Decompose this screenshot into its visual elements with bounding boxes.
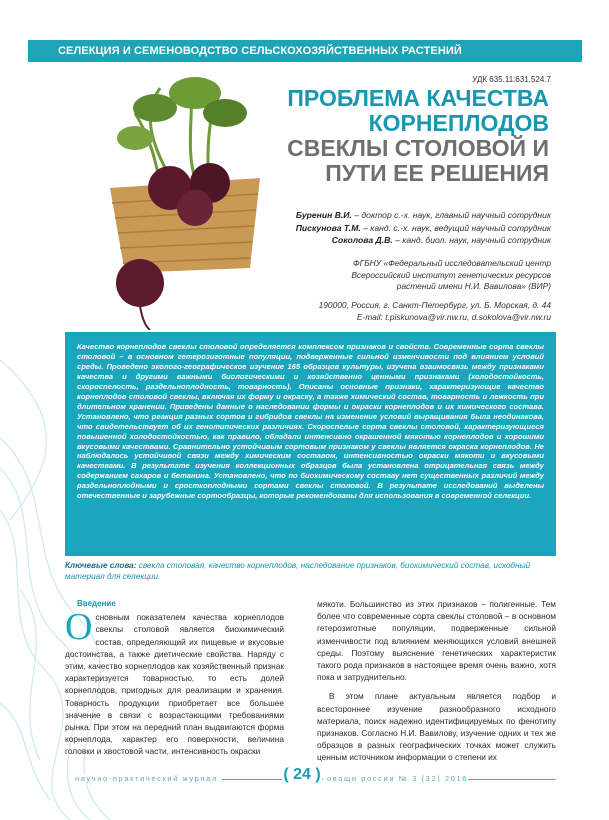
email-line: E-mail: t.piskunova@vir.nw.ru, d.sokolova@vir.nw.ru [356,311,551,322]
organization: ФГБНУ «Федеральный исследовательский центр Всероссийский институт генетических ресурсов растений имени Н.И. Вавилова» (ВИР) [351,258,551,291]
intro-heading: Введение [77,599,116,608]
intro-right-column: мякоти. Большинство из этих признаков – полигенные. Тем более что современные сорта свеклы столовой – в основном гетерозиготные популяции, подверженные сильной изменчивости под влиянием меняющихся условий внешней среды. Поэтому выяснение генетических характеристик такого рода признаков в настоящее время очень важно, хотя пока и затруднительно. В этом плане актуальным является подбор и всестороннее изучение разнообразного исходного материала, поиск надежно идентифицируемых по фенотипу признаков. Согласно Н.И. Вавилову, изучение одних и тех же образцов в разных географических точках может служить ценным источником информации о степени их [317,599,556,763]
udc-code: УДК 635.11:631.524.7 [472,75,551,84]
title-line-2: КОРНЕПЛОДОВ [368,110,549,136]
article-title [219,86,549,186]
author-1: Буренин В.И. – доктор с.-х. наук, главный научный сотрудник [295,210,551,220]
dropcap: О [65,606,93,649]
keywords: Ключевые слова: свекла столовая, качество корнеплодов, наследование признаков, биохимический состав, исходный материал для селекции. [65,561,531,581]
journal-name: научно-практический журнал [75,774,222,783]
title-line-4: ПУТИ ЕЕ РЕШЕНИЯ [325,160,549,186]
intro-left-column: Введение Основным показателем качества корнеплодов свеклы столовой является биохимический состав, определяющий их пищевые и вкусовые достоинства, а также диетические свойства. Наряду с этим, качество корнеплодов как хозяйственный признак характеризуется товарностью, то есть долей корнеплодов, пригодных для реализации и хранения. Товарность продукции приобретает все большее значение в связи с возрастающими требованиями рынка. При этом на передний план выдвигаются форма корнеплода, характер его поверхности, величина головки и хвостовой части, интенсивность окраски [65,599,284,757]
author-2: Пискунова Т.М. – канд. с.-х. наук, ведущий научный сотрудник [295,222,551,233]
author-list [221,209,551,247]
author-3: Соколова Д.В. – канд. биол. наук, научный сотрудник [331,235,551,245]
section-header-bar: СЕЛЕКЦИЯ И СЕМЕНОВОДСТВО СЕЛЬСКОХОЗЯЙСТВЕННЫХ РАСТЕНИЙ [28,40,582,62]
title-line-3: СВЕКЛЫ СТОЛОВОЙ И [287,135,549,161]
issue-info: овощи россии № 3 (32) 2016 [323,774,468,783]
address: 190000, Россия, г. Санкт-Петербург, ул. Б. Морская, д. 44 E-mail: t.piskunova@vir.nw.ru, d.sokolova@vir.nw.ru [231,300,551,323]
page-number: ( 24 ) [283,766,321,783]
abstract-box: Качество корнеплодов свеклы столовой определяется комплексом признаков и свойств. Современные сорта свеклы столовой – в основном гетерозиготные популяции, подверженные сильной изменчивости под влиянием условий среды. Проведено эколого-географическое изучение 165 образцов культуры, изучена взаимосвязь между признаками качества и другими важными биологическими и хозяйственно ценными признаками (холодостойкость, скороспелость, раздельноплодность, товарность). Описаны основные признаки, характеризующие качество корнеплодов столовой свеклы, включая их форму и окраску, а также химический состав, товарность и лежкость при длительном хранении. Приведены данные о наследовании формы и окраски корнеплодов и их химического состава. Установлено, что реакция разных сортов и гибридов свеклы на изменение условий выращивания была неодинакова, что свидетельствует об их генотипических различиях. Скороспелые сорта свеклы столовой, характеризующиеся повышенной холодостойкостью, как правило, обладали интенсивно окрашенной мякотью корнеплодов и хорошими вкусовыми качествами. Сравнительно устойчивым сортовым признаком у свеклы является окраска корнеплодов. Не наблюдалось устойчивой связи между химическим составом, интенсивностью окраски мякоти и вкусовыми качествами. В результате изучения коллекционных образцов была установлена отрицательная связь между содержанием сахаров и бетанина. Установлено, что по биохимическому составу нет существенных различий между раздельноплодными и сросткоплодными сортами свеклы столовой. В результате исследований выделены отечественные и зарубежные сортообразцы, которые рекомендованы для использования в современной селекции. [65,332,556,556]
title-line-1: ПРОБЛЕМА КАЧЕСТВА [287,85,549,111]
